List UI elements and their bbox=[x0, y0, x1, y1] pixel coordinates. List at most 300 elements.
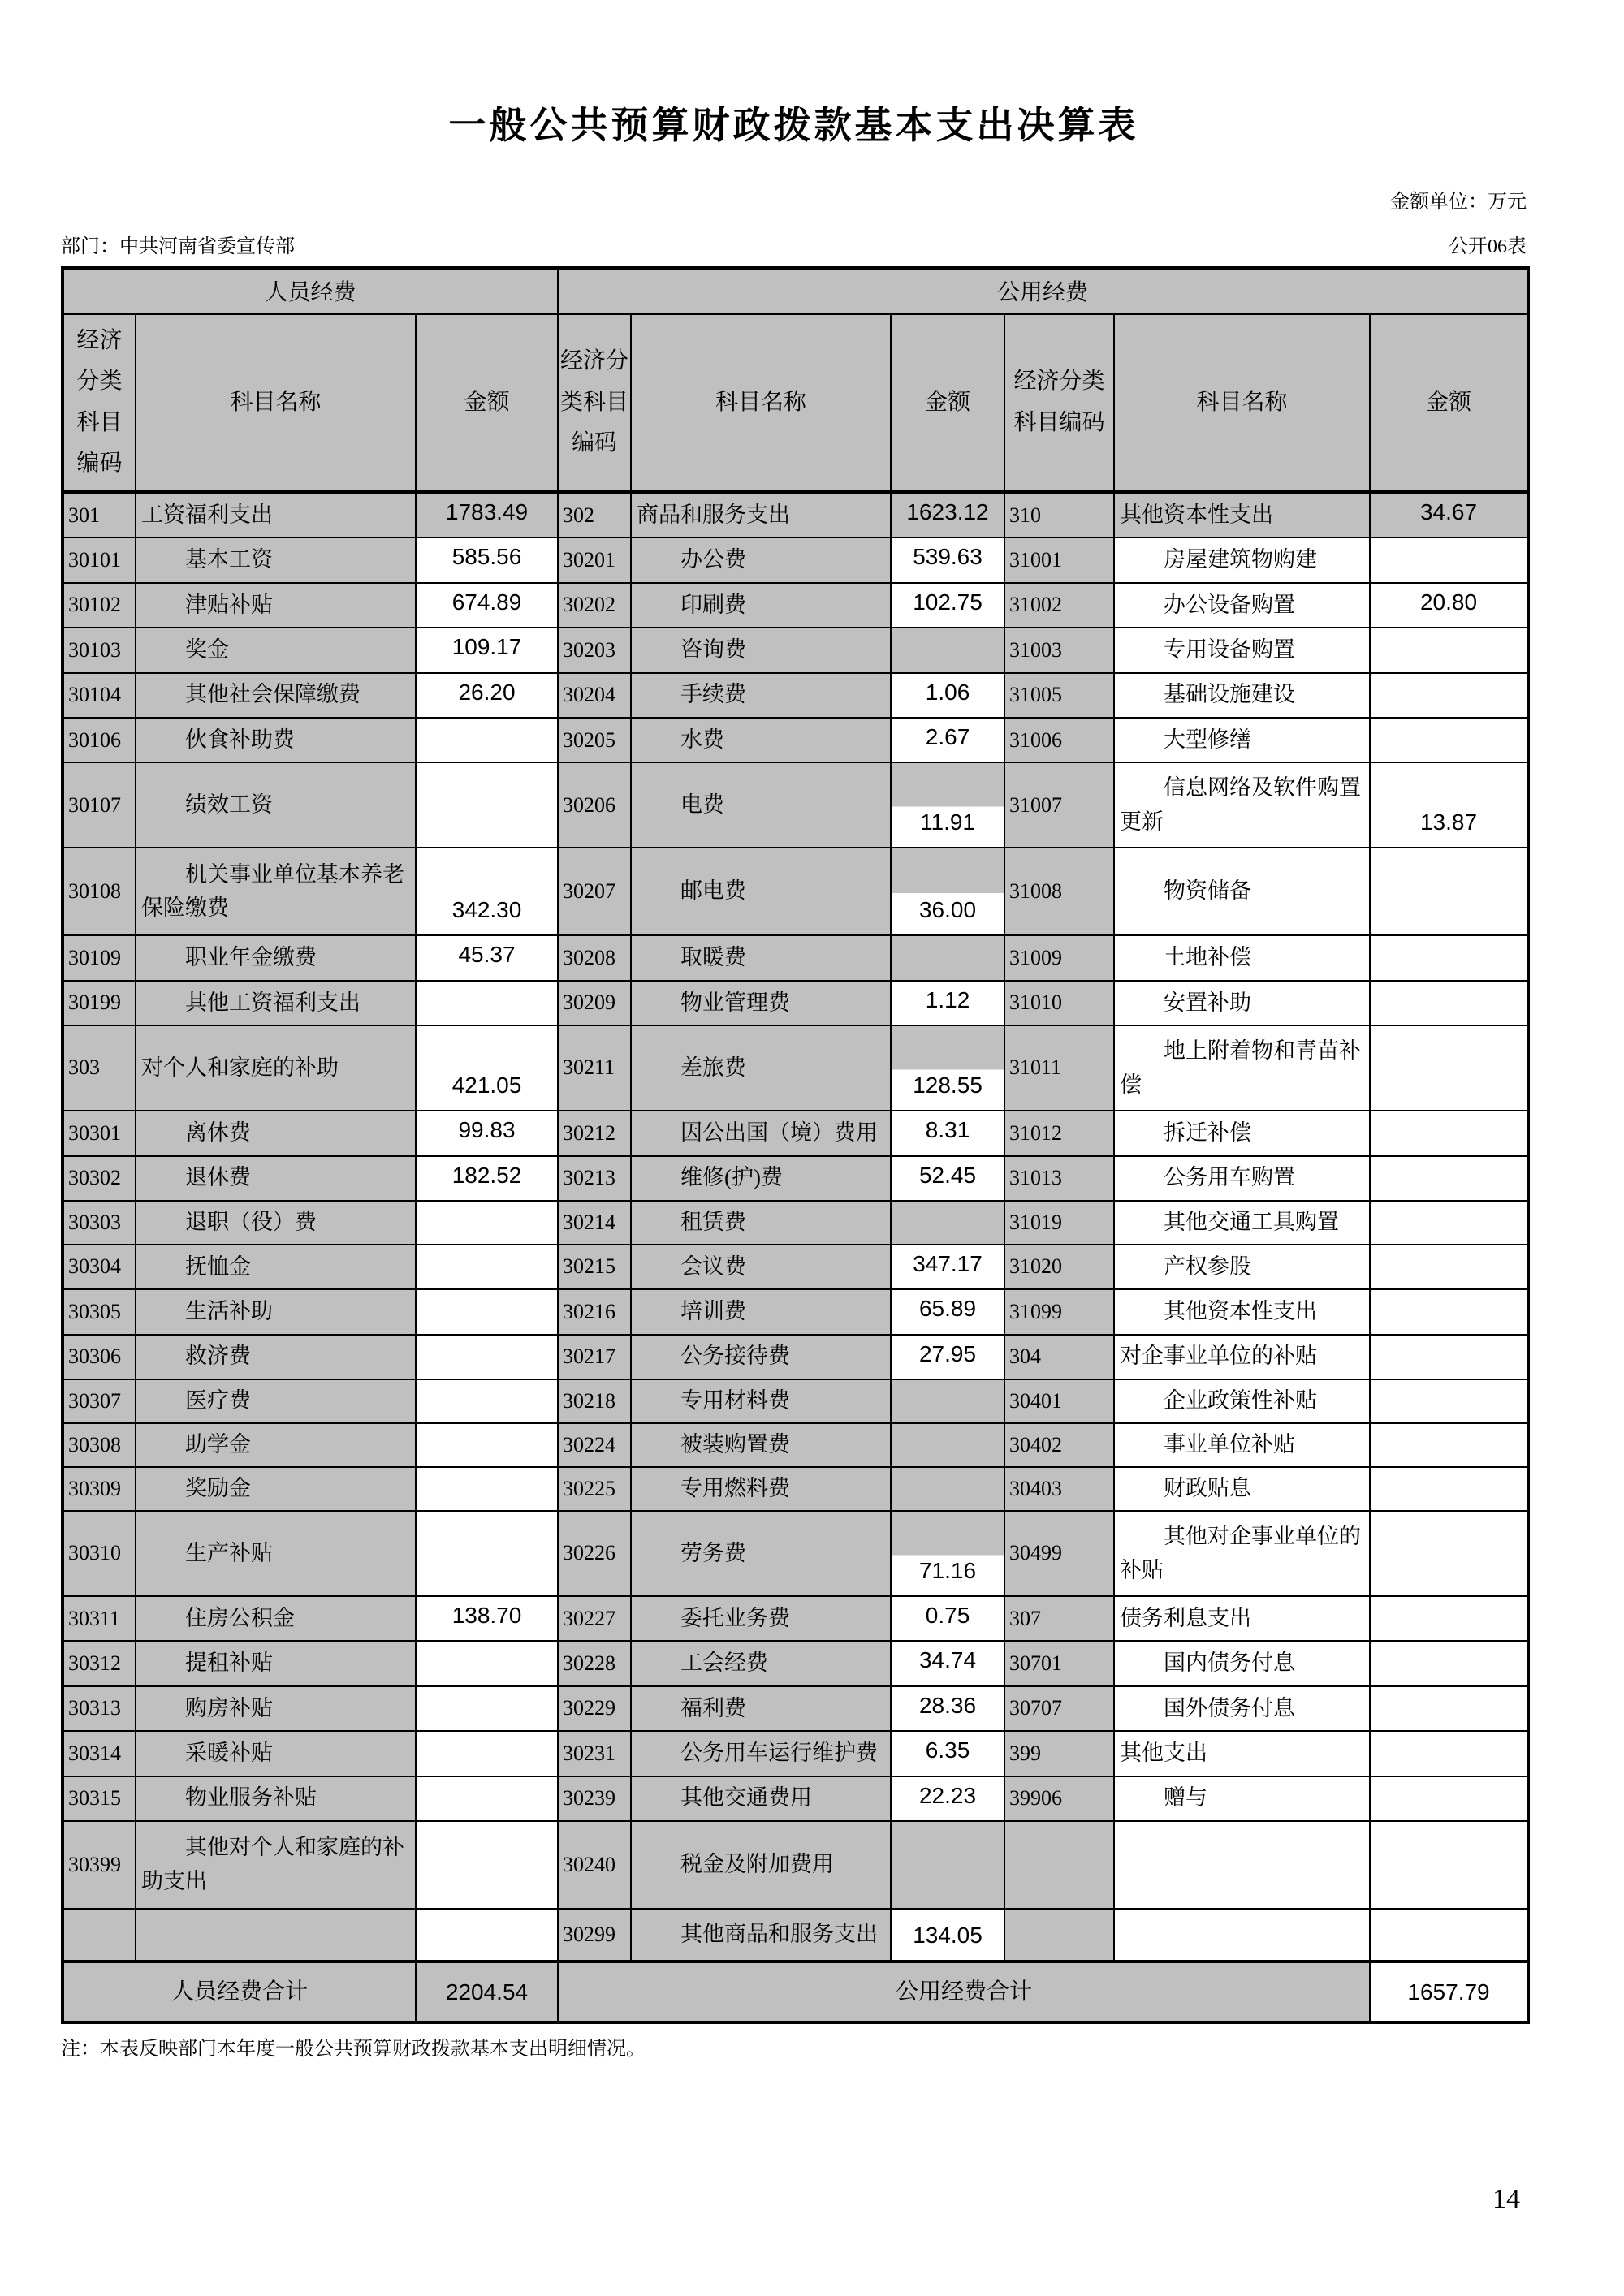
code-cell: 31005 bbox=[1004, 673, 1114, 718]
name-cell: 离休费 bbox=[136, 1111, 416, 1155]
code-cell: 30299 bbox=[558, 1909, 631, 1962]
unit-note: 金额单位：万元 bbox=[1390, 192, 1527, 213]
table-row bbox=[63, 1821, 1528, 1909]
name-cell: 劳务费 bbox=[631, 1511, 891, 1596]
name-cell: 房屋建筑物购建 bbox=[1114, 537, 1370, 582]
table-row bbox=[63, 718, 1528, 762]
name-cell: 电费 bbox=[631, 762, 891, 848]
name-cell: 物业管理费 bbox=[631, 981, 891, 1025]
amount-cell: 109.17 bbox=[416, 628, 558, 672]
name-cell: 事业单位补贴 bbox=[1114, 1423, 1370, 1467]
code-cell: 30199 bbox=[63, 981, 136, 1025]
amount-cell: 128.55 bbox=[891, 1025, 1004, 1111]
code-cell: 30106 bbox=[63, 718, 136, 762]
table-row bbox=[63, 1776, 1528, 1821]
table-row bbox=[63, 1731, 1528, 1776]
code-cell: 30101 bbox=[63, 537, 136, 582]
name-cell: 其他支出 bbox=[1114, 1731, 1370, 1776]
amount-cell bbox=[416, 1686, 558, 1731]
amount-cell: 36.00 bbox=[891, 848, 1004, 935]
name-cell: 工资福利支出 bbox=[136, 492, 416, 537]
code-cell: 30102 bbox=[63, 583, 136, 628]
table-row bbox=[63, 1686, 1528, 1731]
name-cell: 公务用车购置 bbox=[1114, 1156, 1370, 1201]
code-cell: 30399 bbox=[63, 1821, 136, 1909]
code-cell: 30202 bbox=[558, 583, 631, 628]
table-row bbox=[63, 1423, 1528, 1467]
amount-cell bbox=[1370, 1821, 1528, 1909]
name-cell: 其他社会保障缴费 bbox=[136, 673, 416, 718]
name-cell: 生活补助 bbox=[136, 1289, 416, 1334]
name-cell: 退休费 bbox=[136, 1156, 416, 1201]
code-cell: 31003 bbox=[1004, 628, 1114, 672]
name-cell: 绩效工资 bbox=[136, 762, 416, 848]
code-cell: 30314 bbox=[63, 1731, 136, 1776]
public-total-amount: 1657.79 bbox=[1370, 1962, 1528, 2022]
code-cell: 31020 bbox=[1004, 1245, 1114, 1289]
column-header-name: 科目名称 bbox=[136, 313, 416, 492]
code-cell: 30214 bbox=[558, 1201, 631, 1245]
column-header-name: 科目名称 bbox=[1114, 313, 1370, 492]
code-cell: 310 bbox=[1004, 492, 1114, 537]
code-cell bbox=[1004, 1821, 1114, 1909]
column-header-amount: 金额 bbox=[891, 313, 1004, 492]
amount-cell bbox=[416, 1641, 558, 1685]
code-cell: 30211 bbox=[558, 1025, 631, 1111]
amount-cell bbox=[1370, 1156, 1528, 1201]
name-cell: 住房公积金 bbox=[136, 1596, 416, 1641]
name-cell bbox=[136, 1909, 416, 1962]
name-cell: 机关事业单位基本养老保险缴费 bbox=[136, 848, 416, 935]
amount-cell: 1623.12 bbox=[891, 492, 1004, 537]
code-cell: 30313 bbox=[63, 1686, 136, 1731]
page-number: 14 bbox=[1492, 2184, 1520, 2214]
name-cell: 水费 bbox=[631, 718, 891, 762]
name-cell: 物业服务补贴 bbox=[136, 1776, 416, 1821]
code-cell: 31001 bbox=[1004, 537, 1114, 582]
name-cell: 委托业务费 bbox=[631, 1596, 891, 1641]
name-cell: 对个人和家庭的补助 bbox=[136, 1025, 416, 1111]
amount-cell bbox=[1370, 1686, 1528, 1731]
name-cell: 租赁费 bbox=[631, 1201, 891, 1245]
table-row bbox=[63, 1201, 1528, 1245]
code-cell: 30212 bbox=[558, 1111, 631, 1155]
name-cell: 福利费 bbox=[631, 1686, 891, 1731]
code-cell: 30217 bbox=[558, 1335, 631, 1379]
name-cell: 助学金 bbox=[136, 1423, 416, 1467]
amount-cell bbox=[1370, 1335, 1528, 1379]
name-cell bbox=[1114, 1821, 1370, 1909]
amount-cell bbox=[416, 1245, 558, 1289]
name-cell: 企业政策性补贴 bbox=[1114, 1379, 1370, 1423]
name-cell: 安置补助 bbox=[1114, 981, 1370, 1025]
code-cell: 30402 bbox=[1004, 1423, 1114, 1467]
amount-cell bbox=[1370, 1511, 1528, 1596]
amount-cell: 99.83 bbox=[416, 1111, 558, 1155]
name-cell: 地上附着物和青苗补偿 bbox=[1114, 1025, 1370, 1111]
name-cell: 印刷费 bbox=[631, 583, 891, 628]
table-row bbox=[63, 1596, 1528, 1641]
name-cell: 财政贴息 bbox=[1114, 1467, 1370, 1511]
page-content bbox=[61, 0, 1527, 2061]
name-cell: 赠与 bbox=[1114, 1776, 1370, 1821]
amount-cell bbox=[416, 1289, 558, 1334]
amount-cell bbox=[1370, 1289, 1528, 1334]
name-cell: 公务用车运行维护费 bbox=[631, 1731, 891, 1776]
amount-cell bbox=[416, 1423, 558, 1467]
code-cell: 30227 bbox=[558, 1596, 631, 1641]
code-cell: 399 bbox=[1004, 1731, 1114, 1776]
column-header-code: 经济分 类科目 编码 bbox=[558, 313, 631, 492]
table-row bbox=[63, 1245, 1528, 1289]
code-cell: 30207 bbox=[558, 848, 631, 935]
amount-cell bbox=[416, 1511, 558, 1596]
code-cell: 30301 bbox=[63, 1111, 136, 1155]
name-cell: 大型修缮 bbox=[1114, 718, 1370, 762]
table-row bbox=[63, 537, 1528, 582]
code-cell: 303 bbox=[63, 1025, 136, 1111]
column-header-code: 经济分类 科目编码 bbox=[1004, 313, 1114, 492]
amount-cell: 20.80 bbox=[1370, 583, 1528, 628]
amount-cell bbox=[416, 1467, 558, 1511]
code-cell: 30311 bbox=[63, 1596, 136, 1641]
amount-cell: 182.52 bbox=[416, 1156, 558, 1201]
name-cell: 基础设施建设 bbox=[1114, 673, 1370, 718]
name-cell: 提租补贴 bbox=[136, 1641, 416, 1685]
amount-cell: 45.37 bbox=[416, 935, 558, 980]
amount-cell: 6.35 bbox=[891, 1731, 1004, 1776]
code-cell: 30103 bbox=[63, 628, 136, 672]
amount-cell bbox=[891, 1821, 1004, 1909]
amount-cell bbox=[416, 981, 558, 1025]
code-cell: 30107 bbox=[63, 762, 136, 848]
table-row bbox=[63, 1335, 1528, 1379]
code-cell: 30108 bbox=[63, 848, 136, 935]
code-cell: 30205 bbox=[558, 718, 631, 762]
column-header-amount: 金额 bbox=[416, 313, 558, 492]
department-label: 部门：中共河南省委宣传部 bbox=[61, 236, 295, 257]
name-cell: 津贴补贴 bbox=[136, 583, 416, 628]
name-cell: 伙食补助费 bbox=[136, 718, 416, 762]
code-cell: 30208 bbox=[558, 935, 631, 980]
name-cell: 产权参股 bbox=[1114, 1245, 1370, 1289]
name-cell: 取暖费 bbox=[631, 935, 891, 980]
table-row bbox=[63, 628, 1528, 672]
table-row bbox=[63, 762, 1528, 848]
amount-cell: 539.63 bbox=[891, 537, 1004, 582]
table-row bbox=[63, 1379, 1528, 1423]
amount-cell: 28.36 bbox=[891, 1686, 1004, 1731]
name-cell: 手续费 bbox=[631, 673, 891, 718]
code-cell: 30304 bbox=[63, 1245, 136, 1289]
name-cell: 其他工资福利支出 bbox=[136, 981, 416, 1025]
name-cell: 国内债务付息 bbox=[1114, 1641, 1370, 1685]
code-cell: 31002 bbox=[1004, 583, 1114, 628]
amount-cell bbox=[1370, 718, 1528, 762]
amount-cell: 1.06 bbox=[891, 673, 1004, 718]
name-cell: 奖金 bbox=[136, 628, 416, 672]
amount-cell: 1783.49 bbox=[416, 492, 558, 537]
table-row bbox=[63, 1111, 1528, 1155]
amount-cell bbox=[416, 1379, 558, 1423]
code-cell: 30215 bbox=[558, 1245, 631, 1289]
name-cell: 维修(护)费 bbox=[631, 1156, 891, 1201]
amount-cell bbox=[1370, 673, 1528, 718]
name-cell: 被装购置费 bbox=[631, 1423, 891, 1467]
amount-cell: 0.75 bbox=[891, 1596, 1004, 1641]
name-cell: 其他对企事业单位的补贴 bbox=[1114, 1511, 1370, 1596]
table-row bbox=[63, 1156, 1528, 1201]
code-cell: 31009 bbox=[1004, 935, 1114, 980]
amount-cell: 8.31 bbox=[891, 1111, 1004, 1155]
amount-cell bbox=[416, 1335, 558, 1379]
amount-cell: 347.17 bbox=[891, 1245, 1004, 1289]
amount-cell: 421.05 bbox=[416, 1025, 558, 1111]
name-cell: 救济费 bbox=[136, 1335, 416, 1379]
name-cell: 债务利息支出 bbox=[1114, 1596, 1370, 1641]
code-cell: 30305 bbox=[63, 1289, 136, 1334]
page-title: 一般公共预算财政拨款基本支出决算表 bbox=[448, 104, 1139, 146]
name-cell: 医疗费 bbox=[136, 1379, 416, 1423]
name-cell: 采暖补贴 bbox=[136, 1731, 416, 1776]
code-cell: 30707 bbox=[1004, 1686, 1114, 1731]
name-cell: 其他商品和服务支出 bbox=[631, 1909, 891, 1962]
code-cell: 30312 bbox=[63, 1641, 136, 1685]
table-row bbox=[63, 1467, 1528, 1511]
name-cell: 公务接待费 bbox=[631, 1335, 891, 1379]
code-cell bbox=[1004, 1909, 1114, 1962]
amount-cell: 27.95 bbox=[891, 1335, 1004, 1379]
amount-cell: 342.30 bbox=[416, 848, 558, 935]
amount-cell bbox=[1370, 1245, 1528, 1289]
code-cell: 30109 bbox=[63, 935, 136, 980]
name-cell: 信息网络及软件购置更新 bbox=[1114, 762, 1370, 848]
code-cell: 304 bbox=[1004, 1335, 1114, 1379]
table-row bbox=[63, 935, 1528, 980]
table-row bbox=[63, 1511, 1528, 1596]
amount-cell bbox=[1370, 628, 1528, 672]
code-cell: 30104 bbox=[63, 673, 136, 718]
amount-cell: 52.45 bbox=[891, 1156, 1004, 1201]
name-cell: 职业年金缴费 bbox=[136, 935, 416, 980]
amount-cell: 34.67 bbox=[1370, 492, 1528, 537]
amount-cell bbox=[1370, 1423, 1528, 1467]
table-row bbox=[63, 492, 1528, 537]
amount-cell: 1.12 bbox=[891, 981, 1004, 1025]
name-cell: 购房补贴 bbox=[136, 1686, 416, 1731]
code-cell: 30499 bbox=[1004, 1511, 1114, 1596]
code-cell: 31006 bbox=[1004, 718, 1114, 762]
footnote: 注：本表反映部门本年度一般公共预算财政拨款基本支出明细情况。 bbox=[61, 2039, 646, 2061]
code-cell: 30240 bbox=[558, 1821, 631, 1909]
amount-cell: 71.16 bbox=[891, 1511, 1004, 1596]
code-cell: 31008 bbox=[1004, 848, 1114, 935]
code-cell: 30203 bbox=[558, 628, 631, 672]
name-cell: 抚恤金 bbox=[136, 1245, 416, 1289]
band-header-personnel: 人员经费 bbox=[63, 268, 558, 313]
column-header-name: 科目名称 bbox=[631, 313, 891, 492]
name-cell: 专用材料费 bbox=[631, 1379, 891, 1423]
code-cell: 30213 bbox=[558, 1156, 631, 1201]
amount-cell bbox=[1370, 1201, 1528, 1245]
name-cell: 税金及附加费用 bbox=[631, 1821, 891, 1909]
name-cell: 基本工资 bbox=[136, 537, 416, 582]
code-cell: 30306 bbox=[63, 1335, 136, 1379]
code-cell: 30231 bbox=[558, 1731, 631, 1776]
name-cell: 差旅费 bbox=[631, 1025, 891, 1111]
name-cell: 对企事业单位的补贴 bbox=[1114, 1335, 1370, 1379]
name-cell: 物资储备 bbox=[1114, 848, 1370, 935]
code-cell: 302 bbox=[558, 492, 631, 537]
amount-cell bbox=[1370, 1731, 1528, 1776]
name-cell: 其他交通费用 bbox=[631, 1776, 891, 1821]
code-cell: 30229 bbox=[558, 1686, 631, 1731]
amount-cell: 65.89 bbox=[891, 1289, 1004, 1334]
amount-cell: 34.74 bbox=[891, 1641, 1004, 1685]
amount-cell bbox=[891, 628, 1004, 672]
name-cell: 培训费 bbox=[631, 1289, 891, 1334]
code-cell: 30226 bbox=[558, 1511, 631, 1596]
code-cell: 30206 bbox=[558, 762, 631, 848]
code-cell: 30216 bbox=[558, 1289, 631, 1334]
amount-cell bbox=[416, 718, 558, 762]
amount-cell bbox=[416, 1821, 558, 1909]
name-cell: 专用燃料费 bbox=[631, 1467, 891, 1511]
amount-cell: 674.89 bbox=[416, 583, 558, 628]
amount-cell bbox=[891, 935, 1004, 980]
table-row bbox=[63, 1025, 1528, 1111]
name-cell: 其他交通工具购置 bbox=[1114, 1201, 1370, 1245]
name-cell bbox=[1114, 1909, 1370, 1962]
amount-cell: 585.56 bbox=[416, 537, 558, 582]
amount-cell bbox=[1370, 1909, 1528, 1962]
code-cell: 30225 bbox=[558, 1467, 631, 1511]
code-cell: 30218 bbox=[558, 1379, 631, 1423]
amount-cell bbox=[416, 1776, 558, 1821]
code-cell: 30403 bbox=[1004, 1467, 1114, 1511]
amount-cell bbox=[891, 1379, 1004, 1423]
amount-cell bbox=[416, 1909, 558, 1962]
code-cell: 30315 bbox=[63, 1776, 136, 1821]
name-cell: 商品和服务支出 bbox=[631, 492, 891, 537]
public-total-label: 公用经费合计 bbox=[558, 1962, 1370, 2022]
name-cell: 工会经费 bbox=[631, 1641, 891, 1685]
column-header-amount: 金额 bbox=[1370, 313, 1528, 492]
code-cell: 30239 bbox=[558, 1776, 631, 1821]
personnel-total-label: 人员经费合计 bbox=[63, 1962, 416, 2022]
amount-cell bbox=[416, 1201, 558, 1245]
name-cell: 办公费 bbox=[631, 537, 891, 582]
amount-cell bbox=[1370, 1111, 1528, 1155]
amount-cell: 102.75 bbox=[891, 583, 1004, 628]
name-cell: 国外债务付息 bbox=[1114, 1686, 1370, 1731]
code-cell: 30303 bbox=[63, 1201, 136, 1245]
amount-cell bbox=[1370, 935, 1528, 980]
amount-cell bbox=[416, 1731, 558, 1776]
amount-cell: 26.20 bbox=[416, 673, 558, 718]
table-row bbox=[63, 583, 1528, 628]
column-header-code: 经济 分类 科目 编码 bbox=[63, 313, 136, 492]
name-cell: 其他资本性支出 bbox=[1114, 1289, 1370, 1334]
amount-cell bbox=[1370, 1467, 1528, 1511]
amount-cell bbox=[1370, 537, 1528, 582]
code-cell: 31011 bbox=[1004, 1025, 1114, 1111]
table-row bbox=[63, 1641, 1528, 1685]
name-cell: 退职（役）费 bbox=[136, 1201, 416, 1245]
code-cell: 30302 bbox=[63, 1156, 136, 1201]
code-cell: 31007 bbox=[1004, 762, 1114, 848]
code-cell: 307 bbox=[1004, 1596, 1114, 1641]
name-cell: 其他对个人和家庭的补助支出 bbox=[136, 1821, 416, 1909]
name-cell: 土地补偿 bbox=[1114, 935, 1370, 980]
name-cell: 拆迁补偿 bbox=[1114, 1111, 1370, 1155]
name-cell: 因公出国（境）费用 bbox=[631, 1111, 891, 1155]
table-row bbox=[63, 673, 1528, 718]
amount-cell: 22.23 bbox=[891, 1776, 1004, 1821]
code-cell: 30228 bbox=[558, 1641, 631, 1685]
code-cell: 31010 bbox=[1004, 981, 1114, 1025]
code-cell: 31012 bbox=[1004, 1111, 1114, 1155]
name-cell: 办公设备购置 bbox=[1114, 583, 1370, 628]
name-cell: 邮电费 bbox=[631, 848, 891, 935]
code-cell: 30309 bbox=[63, 1467, 136, 1511]
code-cell: 31099 bbox=[1004, 1289, 1114, 1334]
name-cell: 奖励金 bbox=[136, 1467, 416, 1511]
amount-cell bbox=[891, 1467, 1004, 1511]
amount-cell bbox=[1370, 848, 1528, 935]
name-cell: 生产补贴 bbox=[136, 1511, 416, 1596]
name-cell: 其他资本性支出 bbox=[1114, 492, 1370, 537]
code-cell: 301 bbox=[63, 492, 136, 537]
band-header-public: 公用经费 bbox=[558, 268, 1528, 313]
table-row bbox=[63, 1909, 1528, 1962]
code-cell: 30307 bbox=[63, 1379, 136, 1423]
amount-cell bbox=[416, 762, 558, 848]
name-cell: 会议费 bbox=[631, 1245, 891, 1289]
meta-line bbox=[61, 230, 1527, 258]
name-cell: 咨询费 bbox=[631, 628, 891, 672]
totals-row bbox=[63, 1962, 1528, 2022]
amount-cell: 2.67 bbox=[891, 718, 1004, 762]
table-row bbox=[63, 1289, 1528, 1334]
personnel-total-amount: 2204.54 bbox=[416, 1962, 558, 2022]
expenditure-table bbox=[61, 266, 1530, 2024]
amount-cell bbox=[1370, 1641, 1528, 1685]
amount-cell: 138.70 bbox=[416, 1596, 558, 1641]
code-cell: 30204 bbox=[558, 673, 631, 718]
amount-cell bbox=[1370, 1776, 1528, 1821]
code-cell: 30401 bbox=[1004, 1379, 1114, 1423]
name-cell: 专用设备购置 bbox=[1114, 628, 1370, 672]
amount-cell bbox=[1370, 1596, 1528, 1641]
amount-cell bbox=[891, 1201, 1004, 1245]
code-cell: 31013 bbox=[1004, 1156, 1114, 1201]
amount-cell: 11.91 bbox=[891, 762, 1004, 848]
amount-cell: 134.05 bbox=[891, 1909, 1004, 1962]
amount-cell bbox=[1370, 981, 1528, 1025]
code-cell: 30201 bbox=[558, 537, 631, 582]
amount-cell bbox=[1370, 1379, 1528, 1423]
table-code: 公开06表 bbox=[1449, 236, 1527, 257]
amount-cell: 13.87 bbox=[1370, 762, 1528, 848]
code-cell: 30310 bbox=[63, 1511, 136, 1596]
code-cell: 31019 bbox=[1004, 1201, 1114, 1245]
code-cell: 30224 bbox=[558, 1423, 631, 1467]
code-cell bbox=[63, 1909, 136, 1962]
amount-cell bbox=[1370, 1025, 1528, 1111]
code-cell: 30701 bbox=[1004, 1641, 1114, 1685]
code-cell: 39906 bbox=[1004, 1776, 1114, 1821]
